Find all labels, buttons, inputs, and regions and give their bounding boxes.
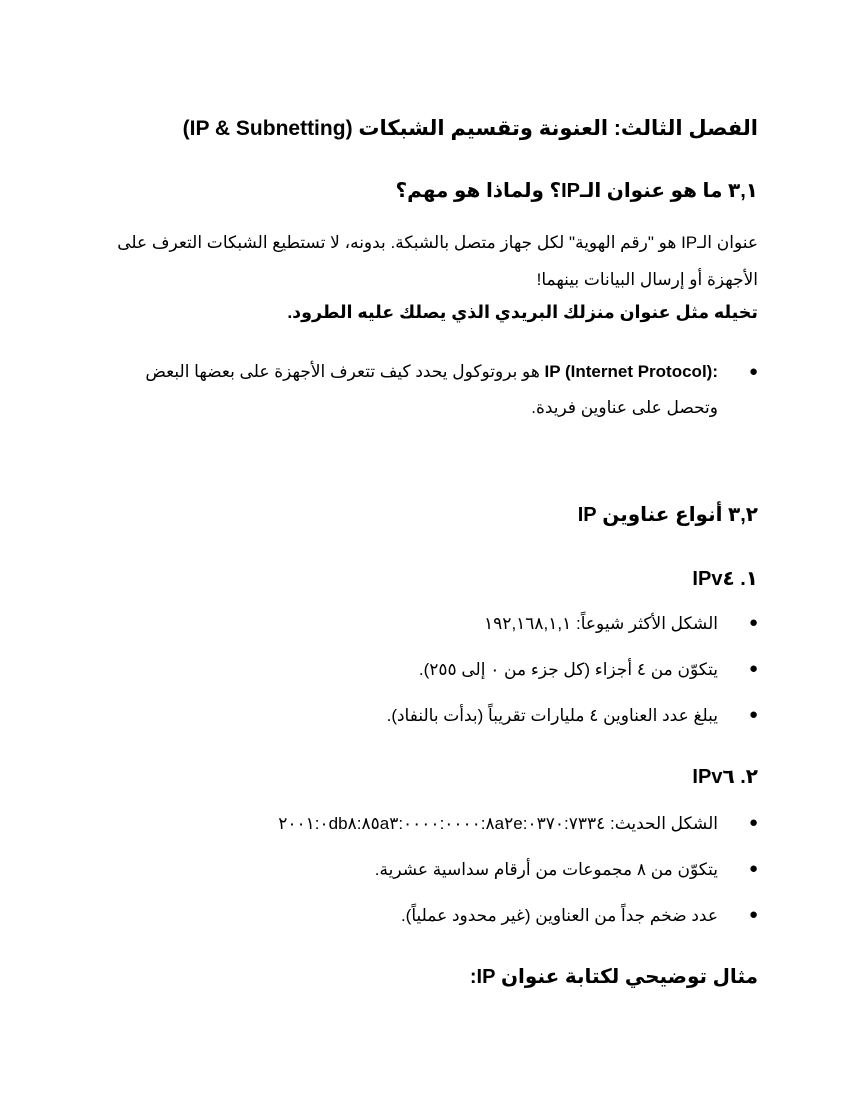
ipv6-item-2: يتكوّن من ٨ مجموعات من أرقام سداسية عشرية. [374, 860, 718, 879]
bullet-icon: ● [748, 706, 758, 723]
ipv4-item-2: يتكوّن من ٤ أجزاء (كل جزء من ٠ إلى ٢٥٥). [418, 660, 718, 679]
bullet-icon: ● [748, 860, 758, 877]
chapter-title: الفصل الثالث: العنونة وتقسيم الشبكات (IP & Subnetting) [182, 117, 758, 140]
ipv6-item-1-label: الشكل الحديث: [609, 814, 718, 833]
bullet-icon: ● [748, 614, 758, 631]
list-item [92, 860, 758, 906]
ipv4-item-3: يبلغ عدد العناوين ٤ مليارات تقريباً (بدأت بالنفاد). [386, 706, 718, 725]
ip-definition: هو بروتوكول يحدد كيف تتعرف الأجهزة على بعضها البعض وتحصل على عناوين فريدة. [145, 362, 718, 417]
bullet-icon: ● [748, 363, 758, 380]
ipv6-title: ٢. IPv٦ [692, 766, 758, 788]
section-3-1-bold-line: تخيله مثل عنوان منزلك البريدي الذي يصلك عليه الطرود. [287, 302, 758, 322]
ipv6-example-address: ٢٠٠١:٠db٨:٨٥a٣:٠٠٠٠:٠٠٠٠:٨a٢e:٠٣٧٠:٧٣٣٤ [278, 814, 606, 833]
list-item [92, 706, 758, 752]
bullet-icon: ● [748, 660, 758, 677]
document-page [92, 0, 758, 1100]
bullet-icon: ● [748, 814, 758, 831]
bullet-icon: ● [748, 906, 758, 923]
ipv4-item-1: الشكل الأكثر شيوعاً: ١٩٢,١٦٨,١,١ [484, 614, 718, 633]
example-title: مثال توضيحي لكتابة عنوان IP: [469, 966, 758, 988]
ipv6-list [92, 814, 758, 952]
ipv6-item-3: عدد ضخم جداً من العناوين (غير محدود عملياً). [400, 906, 718, 925]
ipv4-list [92, 614, 758, 752]
section-3-1-paragraph: عنوان الـIP هو "رقم الهوية" لكل جهاز متصل بالشبكة. بدونه، لا تستطيع الشبكات التعرف على الأجهزة أو إرسال البيانات بينهما! [117, 233, 758, 289]
list-item [92, 814, 758, 860]
ipv4-title: ١. IPv٤ [692, 568, 758, 590]
ip-definition-list [92, 354, 758, 426]
section-3-2-title: ٣,٢ أنواع عناوين IP [577, 504, 758, 526]
list-item [92, 614, 758, 660]
list-item [92, 660, 758, 706]
section-3-1-title: ٣,١ ما هو عنوان الـIP؟ ولماذا هو مهم؟ [395, 180, 758, 202]
ip-term: IP (Internet Protocol): [544, 362, 718, 381]
list-item [92, 906, 758, 952]
list-item [92, 354, 758, 426]
